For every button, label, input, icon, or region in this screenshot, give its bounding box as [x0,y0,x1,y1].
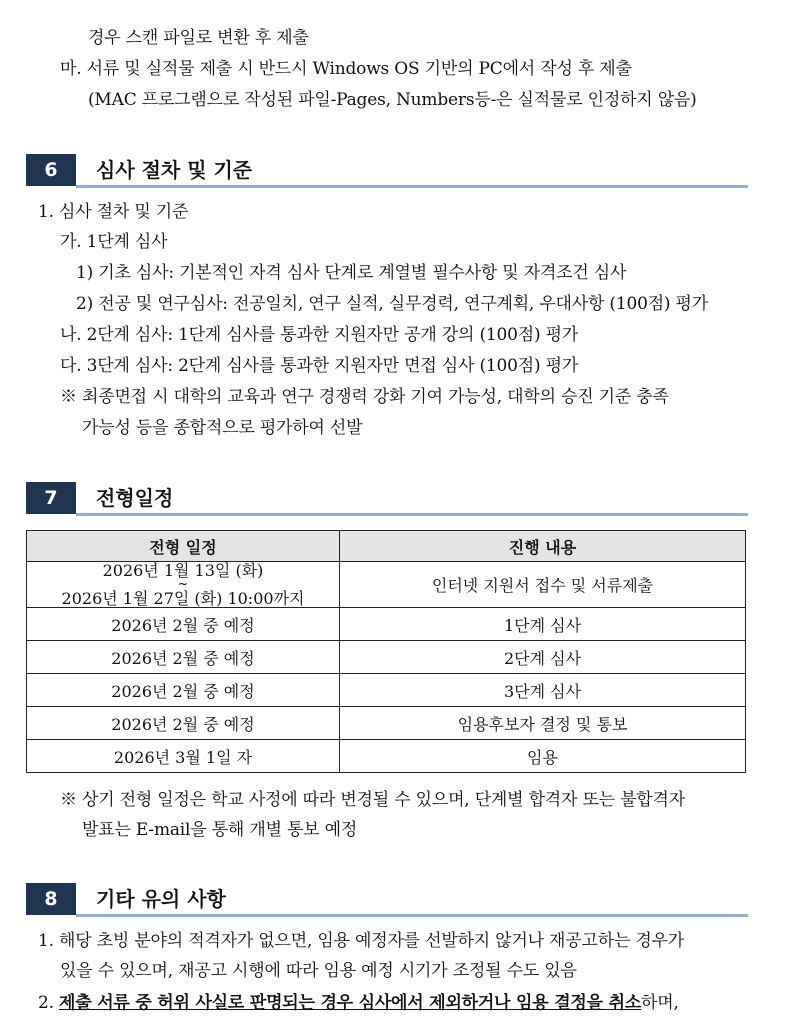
stage-1-major: 2) 전공 및 연구심사: 전공일치, 연구 실적, 실무경력, 연구계획, 우대사항 (100점) 평가 [76,294,709,314]
section-divider [76,513,748,516]
notice-item-1a: 1. 해당 초빙 분야의 적격자가 없으면, 임용 예정자를 선발하지 않거나 재공고하는 경우가 [38,931,685,951]
section-number: 8 [26,883,76,915]
notice-item-1b: 있을 수 있으며, 재공고 시행에 따라 임용 예정 시기가 조정될 수도 있음 [60,961,577,981]
section-title: 전형일정 [96,486,174,510]
table-row [27,740,746,773]
table-row [27,674,746,707]
section-7-header [26,482,748,516]
stage-3: 다. 3단계 심사: 2단계 심사를 통과한 지원자만 면접 심사 (100점) 평가 [60,356,579,376]
section-6-header [26,154,748,188]
intro-line-1: 경우 스캔 파일로 변환 후 제출 [88,28,309,48]
section-divider [76,914,748,917]
schedule-cell: 2026년 2월 중 예정 [27,641,340,674]
content-cell: 1단계 심사 [340,608,746,641]
section-8-header [26,883,748,917]
table-header-row [27,531,746,562]
content-cell: 임용후보자 결정 및 통보 [340,707,746,740]
intro-line-2: 마. 서류 및 실적물 제출 시 반드시 Windows OS 기반의 PC에서 작성 후 제출 [60,59,632,79]
schedule-table [26,530,746,773]
schedule-cell: 2026년 3월 1일 자 [27,740,340,773]
content-cell: 2단계 심사 [340,641,746,674]
schedule-cell: 2026년 2월 중 예정 [27,608,340,641]
section-title: 심사 절차 및 기준 [96,158,253,182]
intro-line-3: (MAC 프로그램으로 작성된 파일-Pages, Numbers등-은 실적물로 인정하지 않음) [88,90,697,110]
section-divider [76,185,748,188]
table-row [27,562,746,608]
section-number: 7 [26,482,76,514]
stage-2: 나. 2단계 심사: 1단계 심사를 통과한 지원자만 공개 강의 (100점) 평가 [60,325,579,345]
stage-1: 가. 1단계 심사 [60,232,168,252]
date-tilde: ~ [177,577,189,592]
table-row [27,707,746,740]
item-2-prefix: 2. [38,993,60,1013]
item-2-underlined: 제출 서류 중 허위 사실로 판명되는 경우 심사에서 제외하거나 임용 결정을 취소 [59,993,642,1013]
content-cell: 3단계 심사 [340,674,746,707]
table-row [27,608,746,641]
notice-item-2 [38,991,679,1015]
final-note-2: 가능성 등을 종합적으로 평가하여 선발 [82,418,363,438]
schedule-cell [27,562,340,608]
table-row [27,641,746,674]
column-header-schedule: 전형 일정 [27,531,340,562]
column-header-content: 진행 내용 [340,531,746,562]
schedule-note-2: 발표는 E-mail을 통해 개별 통보 예정 [82,820,358,840]
item-2-suffix: 하며, [641,993,679,1013]
final-note-1: ※ 최종면접 시 대학의 교육과 연구 경쟁력 강화 기여 가능성, 대학의 승진 기준 충족 [60,387,669,407]
content-cell: 임용 [340,740,746,773]
content-cell: 인터넷 지원서 접수 및 서류제출 [340,562,746,608]
review-heading: 1. 심사 절차 및 기준 [38,202,189,222]
schedule-cell: 2026년 2월 중 예정 [27,707,340,740]
section-title: 기타 유의 사항 [96,887,226,911]
stage-1-basic: 1) 기초 심사: 기본적인 자격 심사 단계로 계열별 필수사항 및 자격조건 심사 [76,263,627,283]
date-start: 2026년 1월 13일 (화) [102,561,264,580]
date-end: 2026년 1월 27일 (화) 10:00까지 [61,589,305,608]
section-number: 6 [26,154,76,186]
schedule-note-1: ※ 상기 전형 일정은 학교 사정에 따라 변경될 수 있으며, 단계별 합격자 또는 불합격자 [60,790,685,810]
schedule-cell: 2026년 2월 중 예정 [27,674,340,707]
